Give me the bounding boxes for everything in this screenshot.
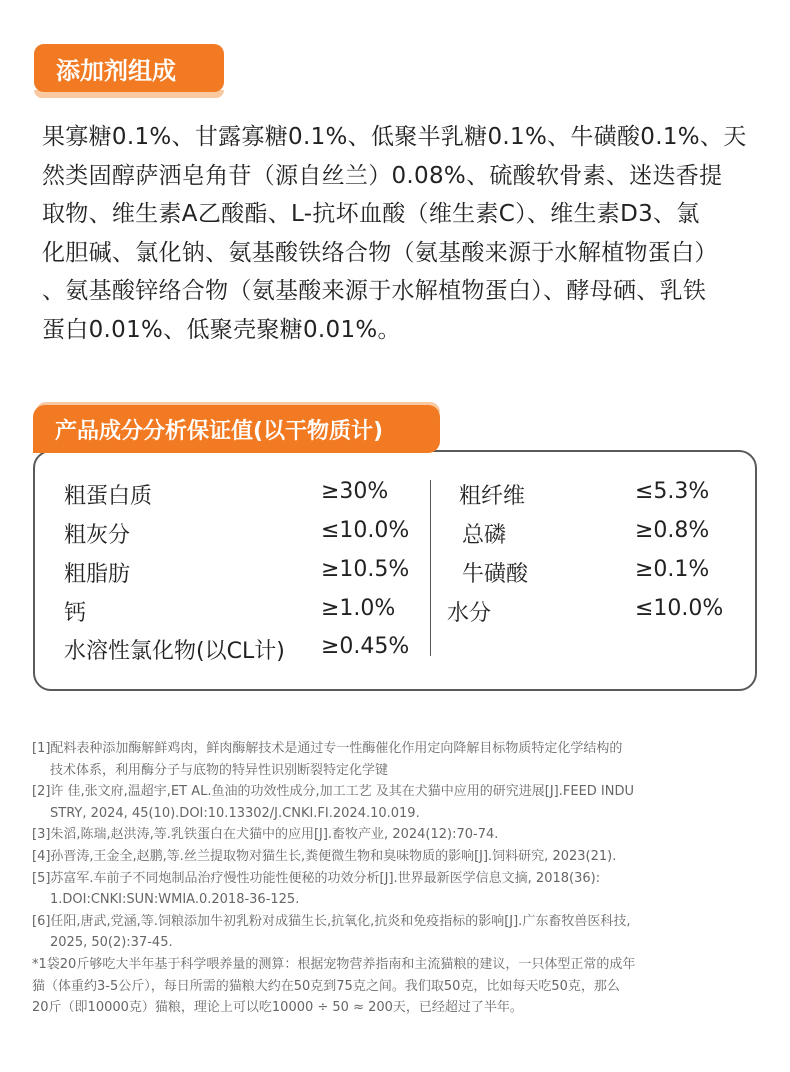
additive-list (42, 118, 762, 349)
nutrient-name: 钙 (64, 601, 87, 626)
reference-line: [4]孙晋涛,王金全,赵鹏,等.丝兰提取物对猫生长,粪便微生物和臭味物质的影响[J].饲料研究, 2023(21). (32, 848, 617, 864)
reference-line: 技术体系，利用酶分子与底物的特异性识别断裂特定化学键 (50, 762, 389, 778)
nutrient-name: 粗灰分 (64, 523, 131, 548)
additive-line: 、氨基酸锌络合物（氨基酸来源于水解植物蛋白）、酵母硒、乳铁 (42, 278, 707, 304)
nutrient-name: 粗脂肪 (64, 562, 131, 587)
nutrient-value: ≥0.45% (321, 634, 410, 659)
additive-title-text: 添加剂组成 (56, 56, 176, 85)
reference-line: [6]任阳,唐武,党涵,等.饲粮添加牛初乳粉对成猫生长,抗氧化,抗炎和免疫指标的影响[J].广东畜牧兽医科技, (32, 913, 631, 929)
column-divider (430, 480, 431, 656)
nutrient-value: ≤10.0% (635, 596, 724, 621)
reference-line: [1]配料表种添加酶解鲜鸡肉，鲜肉酶解技术是通过专一性酶催化作用定向降解目标物质特定化学结构的 (32, 741, 623, 756)
reference-line: 1.DOI:CNKI:SUN:WMIA.0.2018-36-125. (50, 892, 300, 908)
nutrient-name: 水溶性氯化物(以CL计) (64, 639, 285, 664)
nutrient-value: ≥1.0% (321, 596, 396, 621)
nutrient-value: ≥30% (321, 479, 389, 504)
nutrient-name: 粗蛋白质 (64, 484, 153, 509)
nutrient-value: ≤10.0% (321, 518, 410, 543)
reference-line: *1袋20斤够吃大半年基于科学喂养量的测算：根据宠物营养指南和主流猫粮的建议，一只体型正常的成年 (32, 956, 636, 972)
analysis-title-text: 产品成分分析保证值(以干物质计) (55, 418, 384, 444)
additive-line: 取物、维生素A乙酸酯、L-抗坏血酸（维生素C）、维生素D3、氯 (42, 201, 700, 227)
additive-line: 化胆碱、氯化钠、氨基酸铁络合物（氨基酸来源于水解植物蛋白） (42, 239, 718, 266)
nutrient-value: ≤5.3% (635, 479, 710, 504)
reference-line: [2]许 佳,张文府,温超宇,ET AL.鱼油的功效性成分,加工工艺 及其在犬猫中应用的研究进展[J].FEED INDU (32, 784, 635, 800)
nutrient-name: 水分 (447, 601, 492, 626)
reference-line: STRY, 2024, 45(10).DOI:10.13302/J.CNKI.FI.2024.10.019. (50, 805, 420, 821)
reference-line: 猫（体重约3-5公斤），每日所需的猫粮大约在50克到75克之间。我们取50克，比如每天吃50克，那么 (32, 978, 620, 994)
additive-line: 然类固醇萨洒皂角苷（源自丝兰）0.08%、硫酸软骨素、迷迭香提 (42, 162, 723, 189)
reference-line: [3]朱滔,陈瑞,赵洪涛,等.乳铁蛋白在犬猫中的应用[J].畜牧产业, 2024(12):70-74. (32, 827, 499, 843)
reference-line: 20斤（即10000克）猫粮，理论上可以吃10000 ÷ 50 ≈ 200天，已经超过了半年。 (32, 1000, 523, 1016)
additive-section-title (34, 44, 224, 92)
nutrient-value: ≥0.8% (635, 518, 710, 543)
analysis-section-title (33, 405, 440, 453)
additive-line: 果寡糖0.1%、甘露寡糖0.1%、低聚半乳糖0.1%、牛磺酸0.1%、天 (42, 124, 747, 150)
reference-line: [5]苏富军.车前子不同炮制品治疗慢性功能性便秘的功效分析[J].世界最新医学信息文摘, 2018(36): (32, 870, 601, 886)
references (32, 738, 762, 1019)
nutrient-value: ≥10.5% (321, 557, 410, 582)
nutrient-value: ≥0.1% (635, 557, 710, 582)
nutrient-name: 总磷 (462, 523, 507, 548)
nutrient-name: 粗纤维 (459, 484, 526, 509)
additive-line: 蛋白0.01%、低聚壳聚糖0.01%。 (42, 316, 401, 343)
reference-line: 2025, 50(2):37-45. (50, 935, 173, 951)
nutrient-name: 牛磺酸 (462, 562, 529, 587)
